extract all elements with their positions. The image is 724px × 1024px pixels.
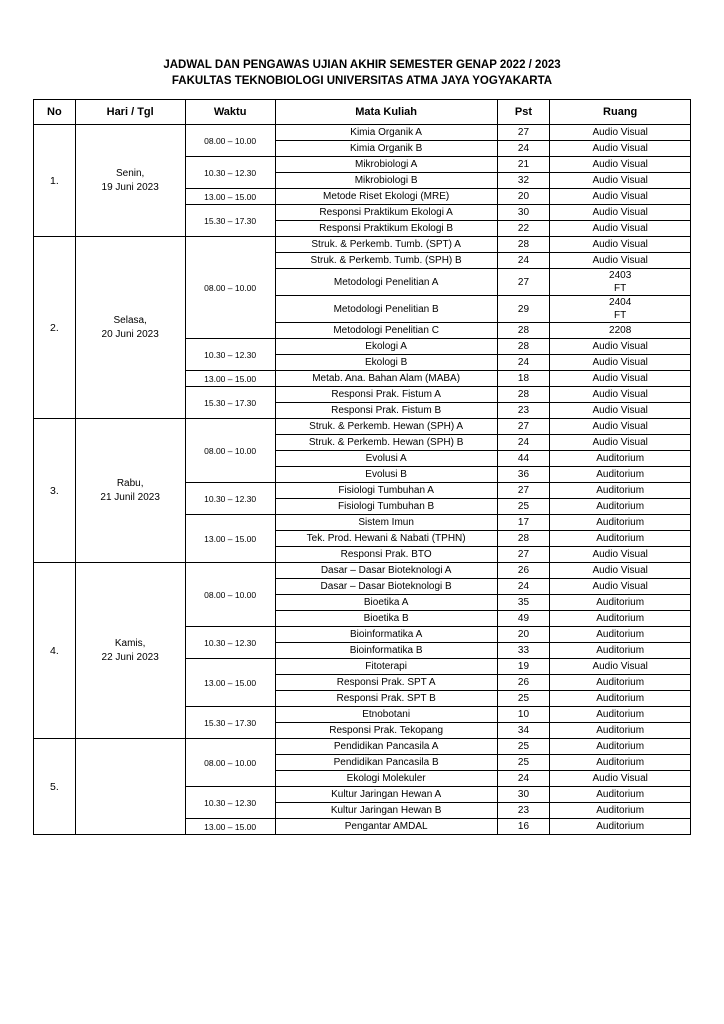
participant-count-cell: 36 — [497, 467, 550, 483]
room-line: 2404 — [609, 297, 632, 308]
participant-count-cell: 20 — [497, 189, 550, 205]
room-line: Audio Visual — [592, 191, 648, 202]
table-header-row — [34, 100, 691, 125]
time-slot-cell: 15.30 – 17.30 — [185, 387, 275, 419]
room-line: 2403 — [609, 270, 632, 281]
participant-count-cell: 32 — [497, 173, 550, 189]
participant-count-cell: 25 — [497, 755, 550, 771]
course-name-cell: Tek. Prod. Hewani & Nabati (TPHN) — [275, 531, 497, 547]
page-title — [33, 58, 691, 89]
row-number-cell: 1. — [34, 125, 76, 237]
course-name-cell: Responsi Prak. Tekopang — [275, 723, 497, 739]
room-line: Auditorium — [596, 645, 645, 656]
room-cell — [550, 141, 691, 157]
participant-count-cell: 44 — [497, 451, 550, 467]
course-name-cell: Metode Riset Ekologi (MRE) — [275, 189, 497, 205]
course-name-cell: Kultur Jaringan Hewan B — [275, 803, 497, 819]
room-cell — [550, 339, 691, 355]
course-name-cell: Responsi Prak. SPT A — [275, 675, 497, 691]
room-line: Auditorium — [596, 757, 645, 768]
room-line: Audio Visual — [592, 405, 648, 416]
table-body — [34, 125, 691, 835]
room-cell — [550, 435, 691, 451]
time-slot-cell: 08.00 – 10.00 — [185, 237, 275, 339]
day-date-cell — [75, 419, 185, 563]
participant-count-cell: 27 — [497, 269, 550, 296]
participant-count-cell: 24 — [497, 771, 550, 787]
participant-count-cell: 30 — [497, 787, 550, 803]
room-line: Audio Visual — [592, 239, 648, 250]
table-row — [34, 563, 691, 579]
column-header-time: Waktu — [185, 100, 275, 125]
course-name-cell: Metab. Ana. Bahan Alam (MABA) — [275, 371, 497, 387]
column-header-course: Mata Kuliah — [275, 100, 497, 125]
day-name: Kamis, — [114, 637, 146, 649]
participant-count-cell: 28 — [497, 387, 550, 403]
participant-count-cell: 23 — [497, 403, 550, 419]
time-slot-cell: 13.00 – 15.00 — [185, 515, 275, 563]
room-cell — [550, 189, 691, 205]
room-line: Auditorium — [596, 517, 645, 528]
room-line: Audio Visual — [592, 389, 648, 400]
room-line: Auditorium — [596, 693, 645, 704]
course-name-cell: Fitoterapi — [275, 659, 497, 675]
room-cell — [550, 579, 691, 595]
room-line: Audio Visual — [592, 127, 648, 138]
room-cell — [550, 157, 691, 173]
room-cell — [550, 595, 691, 611]
course-name-cell: Responsi Prak. Fistum A — [275, 387, 497, 403]
room-cell — [550, 483, 691, 499]
time-slot-cell: 08.00 – 10.00 — [185, 419, 275, 483]
room-line: Audio Visual — [592, 159, 648, 170]
participant-count-cell: 25 — [497, 499, 550, 515]
course-name-cell: Etnobotani — [275, 707, 497, 723]
room-line: Audio Visual — [592, 143, 648, 154]
time-slot-cell: 13.00 – 15.00 — [185, 371, 275, 387]
room-cell — [550, 221, 691, 237]
room-cell — [550, 803, 691, 819]
course-name-cell: Struk. & Perkemb. Hewan (SPH) B — [275, 435, 497, 451]
column-header-no: No — [34, 100, 76, 125]
participant-count-cell: 17 — [497, 515, 550, 531]
course-name-cell: Responsi Prak. Fistum B — [275, 403, 497, 419]
course-name-cell: Sistem Imun — [275, 515, 497, 531]
table-row — [34, 739, 691, 755]
day-date-cell — [75, 237, 185, 419]
room-cell — [550, 387, 691, 403]
course-name-cell: Pendidikan Pancasila A — [275, 739, 497, 755]
day-date: 22 Juni 2023 — [101, 651, 159, 663]
course-name-cell: Metodologi Penelitian A — [275, 269, 497, 296]
day-date: 20 Juni 2023 — [101, 328, 159, 340]
room-line: 2208 — [609, 325, 632, 336]
participant-count-cell: 25 — [497, 739, 550, 755]
participant-count-cell: 27 — [497, 547, 550, 563]
course-name-cell: Responsi Prak. SPT B — [275, 691, 497, 707]
room-cell — [550, 643, 691, 659]
room-cell — [550, 269, 691, 296]
room-cell — [550, 371, 691, 387]
room-cell — [550, 723, 691, 739]
participant-count-cell: 24 — [497, 253, 550, 269]
participant-count-cell: 34 — [497, 723, 550, 739]
room-line: FT — [614, 283, 627, 294]
participant-count-cell: 27 — [497, 419, 550, 435]
course-name-cell: Bioinformatika B — [275, 643, 497, 659]
participant-count-cell: 23 — [497, 803, 550, 819]
room-cell — [550, 323, 691, 339]
room-cell — [550, 467, 691, 483]
course-name-cell: Kimia Organik A — [275, 125, 497, 141]
participant-count-cell: 49 — [497, 611, 550, 627]
course-name-cell: Mikrobiologi B — [275, 173, 497, 189]
room-cell — [550, 253, 691, 269]
row-number-cell: 5. — [34, 739, 76, 835]
exam-schedule-table — [33, 99, 691, 835]
room-line: Auditorium — [596, 453, 645, 464]
column-header-day: Hari / Tgl — [75, 100, 185, 125]
course-name-cell: Bioinformatika A — [275, 627, 497, 643]
participant-count-cell: 24 — [497, 435, 550, 451]
room-line: Audio Visual — [592, 581, 648, 592]
room-line: Auditorium — [596, 789, 645, 800]
day-date: 19 Juni 2023 — [101, 181, 159, 193]
day-name: Senin, — [115, 167, 145, 179]
course-name-cell: Ekologi A — [275, 339, 497, 355]
course-name-cell: Dasar – Dasar Bioteknologi B — [275, 579, 497, 595]
course-name-cell: Pengantar AMDAL — [275, 819, 497, 835]
time-slot-cell: 13.00 – 15.00 — [185, 659, 275, 707]
course-name-cell: Responsi Praktikum Ekologi A — [275, 205, 497, 221]
participant-count-cell: 33 — [497, 643, 550, 659]
room-cell — [550, 296, 691, 323]
room-line: Audio Visual — [592, 175, 648, 186]
day-name: Rabu, — [116, 477, 144, 489]
room-line: Auditorium — [596, 741, 645, 752]
table-row — [34, 237, 691, 253]
room-line: Audio Visual — [592, 565, 648, 576]
room-line: Audio Visual — [592, 341, 648, 352]
day-date-cell — [75, 125, 185, 237]
participant-count-cell: 26 — [497, 675, 550, 691]
course-name-cell: Bioetika A — [275, 595, 497, 611]
time-slot-cell: 15.30 – 17.30 — [185, 205, 275, 237]
course-name-cell: Dasar – Dasar Bioteknologi A — [275, 563, 497, 579]
room-cell — [550, 237, 691, 253]
room-cell — [550, 659, 691, 675]
room-cell — [550, 627, 691, 643]
time-slot-cell: 10.30 – 12.30 — [185, 483, 275, 515]
participant-count-cell: 19 — [497, 659, 550, 675]
day-name: Selasa, — [113, 314, 147, 326]
course-name-cell: Mikrobiologi A — [275, 157, 497, 173]
room-line: Auditorium — [596, 613, 645, 624]
room-line: Auditorium — [596, 821, 645, 832]
time-slot-cell: 13.00 – 15.00 — [185, 819, 275, 835]
course-name-cell: Evolusi B — [275, 467, 497, 483]
room-cell — [550, 547, 691, 563]
participant-count-cell: 35 — [497, 595, 550, 611]
room-cell — [550, 691, 691, 707]
time-slot-cell: 08.00 – 10.00 — [185, 739, 275, 787]
participant-count-cell: 28 — [497, 323, 550, 339]
table-header — [34, 100, 691, 125]
course-name-cell: Struk. & Perkemb. Hewan (SPH) A — [275, 419, 497, 435]
time-slot-cell: 08.00 – 10.00 — [185, 125, 275, 157]
column-header-room: Ruang — [550, 100, 691, 125]
course-name-cell: Ekologi Molekuler — [275, 771, 497, 787]
participant-count-cell: 18 — [497, 371, 550, 387]
table-row — [34, 125, 691, 141]
room-line: Auditorium — [596, 805, 645, 816]
room-cell — [550, 675, 691, 691]
room-line: Audio Visual — [592, 421, 648, 432]
course-name-cell: Bioetika B — [275, 611, 497, 627]
participant-count-cell: 27 — [497, 483, 550, 499]
time-slot-cell: 15.30 – 17.30 — [185, 707, 275, 739]
room-line: Audio Visual — [592, 357, 648, 368]
row-number-cell: 2. — [34, 237, 76, 419]
day-date: 21 Junil 2023 — [100, 491, 160, 503]
participant-count-cell: 30 — [497, 205, 550, 221]
room-line: Auditorium — [596, 501, 645, 512]
title-line-2: FAKULTAS TEKNOBIOLOGI UNIVERSITAS ATMA JAYA YOGYAKARTA — [171, 74, 553, 87]
participant-count-cell: 25 — [497, 691, 550, 707]
course-name-cell: Responsi Prak. BTO — [275, 547, 497, 563]
participant-count-cell: 22 — [497, 221, 550, 237]
room-line: Auditorium — [596, 597, 645, 608]
room-cell — [550, 611, 691, 627]
day-date-cell — [75, 563, 185, 739]
participant-count-cell: 10 — [497, 707, 550, 723]
participant-count-cell: 29 — [497, 296, 550, 323]
participant-count-cell: 28 — [497, 237, 550, 253]
room-cell — [550, 563, 691, 579]
room-cell — [550, 707, 691, 723]
time-slot-cell: 10.30 – 12.30 — [185, 157, 275, 189]
room-line: Audio Visual — [592, 223, 648, 234]
room-cell — [550, 355, 691, 371]
course-name-cell: Metodologi Penelitian C — [275, 323, 497, 339]
room-line: Audio Visual — [592, 661, 648, 672]
room-cell — [550, 771, 691, 787]
room-cell — [550, 173, 691, 189]
room-cell — [550, 499, 691, 515]
course-name-cell: Fisiologi Tumbuhan A — [275, 483, 497, 499]
time-slot-cell: 10.30 – 12.30 — [185, 787, 275, 819]
room-cell — [550, 419, 691, 435]
room-line: FT — [614, 310, 627, 321]
room-cell — [550, 451, 691, 467]
course-name-cell: Kimia Organik B — [275, 141, 497, 157]
row-number-cell: 3. — [34, 419, 76, 563]
time-slot-cell: 10.30 – 12.30 — [185, 627, 275, 659]
room-line: Audio Visual — [592, 255, 648, 266]
room-line: Auditorium — [596, 469, 645, 480]
course-name-cell: Struk. & Perkemb. Tumb. (SPH) B — [275, 253, 497, 269]
room-line: Auditorium — [596, 533, 645, 544]
participant-count-cell: 27 — [497, 125, 550, 141]
room-line: Audio Visual — [592, 773, 648, 784]
room-cell — [550, 531, 691, 547]
room-line: Audio Visual — [592, 437, 648, 448]
time-slot-cell: 13.00 – 15.00 — [185, 189, 275, 205]
participant-count-cell: 24 — [497, 579, 550, 595]
title-line-1: JADWAL DAN PENGAWAS UJIAN AKHIR SEMESTER GENAP 2022 / 2023 — [163, 59, 561, 71]
participant-count-cell: 24 — [497, 141, 550, 157]
time-slot-cell: 08.00 – 10.00 — [185, 563, 275, 627]
course-name-cell: Ekologi B — [275, 355, 497, 371]
room-cell — [550, 515, 691, 531]
course-name-cell: Fisiologi Tumbuhan B — [275, 499, 497, 515]
room-line: Auditorium — [596, 709, 645, 720]
participant-count-cell: 16 — [497, 819, 550, 835]
room-cell — [550, 739, 691, 755]
time-slot-cell: 10.30 – 12.30 — [185, 339, 275, 371]
room-line: Auditorium — [596, 629, 645, 640]
room-line: Auditorium — [596, 677, 645, 688]
participant-count-cell: 24 — [497, 355, 550, 371]
room-line: Auditorium — [596, 485, 645, 496]
room-cell — [550, 819, 691, 835]
room-cell — [550, 755, 691, 771]
participant-count-cell: 28 — [497, 531, 550, 547]
row-number-cell: 4. — [34, 563, 76, 739]
participant-count-cell: 28 — [497, 339, 550, 355]
room-cell — [550, 205, 691, 221]
room-line: Audio Visual — [592, 373, 648, 384]
room-line: Auditorium — [596, 725, 645, 736]
participant-count-cell: 20 — [497, 627, 550, 643]
course-name-cell: Evolusi A — [275, 451, 497, 467]
course-name-cell: Metodologi Penelitian B — [275, 296, 497, 323]
course-name-cell: Struk. & Perkemb. Tumb. (SPT) A — [275, 237, 497, 253]
table-row — [34, 419, 691, 435]
room-cell — [550, 403, 691, 419]
course-name-cell: Responsi Praktikum Ekologi B — [275, 221, 497, 237]
course-name-cell: Kultur Jaringan Hewan A — [275, 787, 497, 803]
day-date-cell — [75, 739, 185, 835]
room-line: Audio Visual — [592, 207, 648, 218]
room-line: Audio Visual — [592, 549, 648, 560]
room-cell — [550, 125, 691, 141]
course-name-cell: Pendidikan Pancasila B — [275, 755, 497, 771]
participant-count-cell: 26 — [497, 563, 550, 579]
room-cell — [550, 787, 691, 803]
participant-count-cell: 21 — [497, 157, 550, 173]
column-header-participants: Pst — [497, 100, 550, 125]
